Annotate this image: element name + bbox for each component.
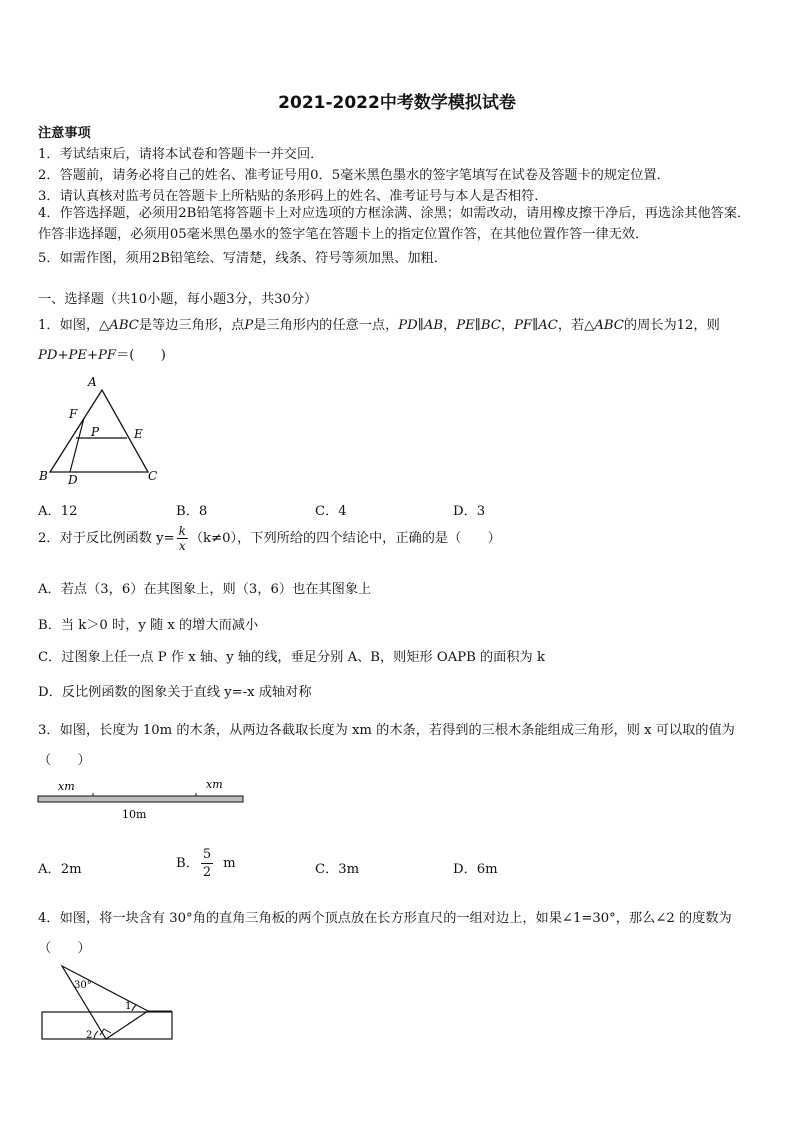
label-e: E (134, 427, 143, 441)
q1-pf: PF (514, 318, 533, 333)
q3-option-b-fraction (201, 846, 213, 881)
q2-fraction (177, 524, 188, 553)
q1-abc: ABC (109, 318, 139, 333)
note-item-2: 2．答题前，请务必将自己的姓名、准考证号用0．5毫米黑色墨水的签字笔填写在试卷及答题卡的规定位置． (38, 168, 670, 183)
q1-bc: BC (480, 318, 501, 333)
notes-heading: 注意事项 (38, 126, 91, 141)
q1-text: 的周长为12，则 (623, 318, 720, 333)
q2-option-d: D．反比例函数的图象关于直线 y=-x 成轴对称 (38, 685, 312, 700)
note-item-1: 1．考试结束后，请将本试卷和答题卡一并交回． (38, 147, 324, 162)
q3-option-a: A．2m (38, 862, 82, 877)
label-angle-2: 2 (86, 1030, 93, 1041)
q1-text: 是三角形内的任意一点， (253, 318, 399, 333)
q1-stem (38, 314, 720, 333)
q1-text: ， (500, 318, 515, 333)
q1-ac: AC (538, 318, 558, 333)
q1-option-b: B．8 (176, 504, 208, 519)
label-a: A (88, 375, 97, 389)
segment-pf-pd (70, 418, 84, 472)
label-c: C (148, 469, 158, 483)
label-p: P (91, 425, 100, 439)
q1-sum: PD+PE+PF (38, 348, 117, 363)
q3-stem: 3．如图，长度为 10m 的木条，从两边各截取长度为 xm 的木条，若得到的三根木条能组成三角形，则 x 可以取的值为（ ） (38, 723, 735, 768)
label-d: D (68, 473, 78, 487)
q1-parallel: ∥ (417, 318, 424, 333)
q3-option-b-unit: m (223, 856, 236, 871)
ruler-rectangle (42, 1012, 172, 1039)
label-10m: 10m (122, 808, 147, 821)
q1-triangle-figure (36, 372, 166, 487)
q1-pd: PD (398, 318, 418, 333)
label-b: B (39, 469, 48, 483)
wooden-stick (38, 796, 243, 802)
label-xm-right: xm (206, 778, 223, 791)
angle-1-arc (132, 1005, 136, 1011)
q3-numerator: 5 (202, 847, 212, 862)
q1-option-a: A．12 (38, 504, 78, 519)
q2-denominator: x (178, 539, 186, 553)
q4-ruler-triangle-figure (36, 958, 181, 1046)
q1-option-d: D．3 (453, 504, 486, 519)
note-item-3: 3．请认真核对监考员在答题卡上所粘贴的条形码上的姓名、准考证号与本人是否相符． (38, 189, 548, 204)
q1-blank: ＝( ) (116, 348, 166, 363)
label-angle-1: 1 (125, 1001, 132, 1012)
page-title: 2021-2022中考数学模拟试卷 (278, 93, 516, 113)
right-angle-mark (100, 1029, 111, 1035)
q2-text: 2．对于反比例函数 y= (38, 531, 175, 546)
q1-text: 是等边三角形，点 (138, 318, 245, 333)
label-xm-left: xm (58, 780, 75, 793)
note-item-5: 5．如需作图，须用2B铅笔绘、写清楚，线条、符号等须加黑、加粗． (38, 251, 447, 266)
q2-option-b: B．当 k＞0 时，y 随 x 的增大而减小 (38, 618, 259, 633)
q1-p: P (244, 318, 254, 333)
q2-option-a: A．若点（3，6）在其图象上，则（3，6）也在其图象上 (38, 582, 372, 597)
note-item-4: 4．作答选择题，必须用2B铅笔将答题卡上对应选项的方框涂满、涂黑；如需改动，请用橡皮擦干净后，再选涂其他答案．作答非选择题，必须用05毫米黑色墨水的签字笔在答题卡上的指定位置作答，在其他位置作答一律无效． (38, 206, 751, 242)
q3-option-b-label: B． (176, 856, 199, 871)
q3-option-c: C．3m (315, 862, 360, 877)
q1-text: ，若△ (557, 318, 595, 333)
angle-2-arc (94, 1031, 98, 1039)
q4-stem: 4．如图，将一块含有 30°角的直角三角板的两个顶点放在长方形直尺的一组对边上，如果∠1=30°，那么∠2 的度数为（ ） (38, 911, 732, 956)
q1-stem-line2 (38, 344, 166, 363)
q1-pe: PE (456, 318, 475, 333)
q2-numerator: k (178, 524, 186, 538)
q3-option-d: D．6m (453, 862, 498, 877)
q3-option-b (176, 846, 236, 881)
q1-ab: AB (423, 318, 444, 333)
q1-abc: ABC (594, 318, 624, 333)
q2-option-c: C．过图象上任一点 P 作 x 轴、y 轴的线，垂足分别 A、B，则矩形 OAPB 的面积为 k (38, 650, 545, 665)
q3-stick-figure (36, 776, 251, 824)
label-f: F (69, 407, 78, 421)
q2-stem (38, 524, 501, 553)
q1-parallel: ∥ (532, 318, 539, 333)
q1-text: 1．如图，△ (38, 318, 110, 333)
section-heading: 一、选择题（共10小题，每小题3分，共30分） (38, 292, 318, 307)
q2-text: （k≠0），下列所给的四个结论中，正确的是（ ） (189, 531, 501, 546)
q3-denominator: 2 (202, 865, 212, 880)
set-square-triangle (62, 966, 148, 1039)
q1-parallel: ∥ (474, 318, 481, 333)
label-30-degree: 30° (74, 980, 92, 991)
q1-text: ， (443, 318, 457, 333)
q1-option-c: C．4 (315, 504, 347, 519)
